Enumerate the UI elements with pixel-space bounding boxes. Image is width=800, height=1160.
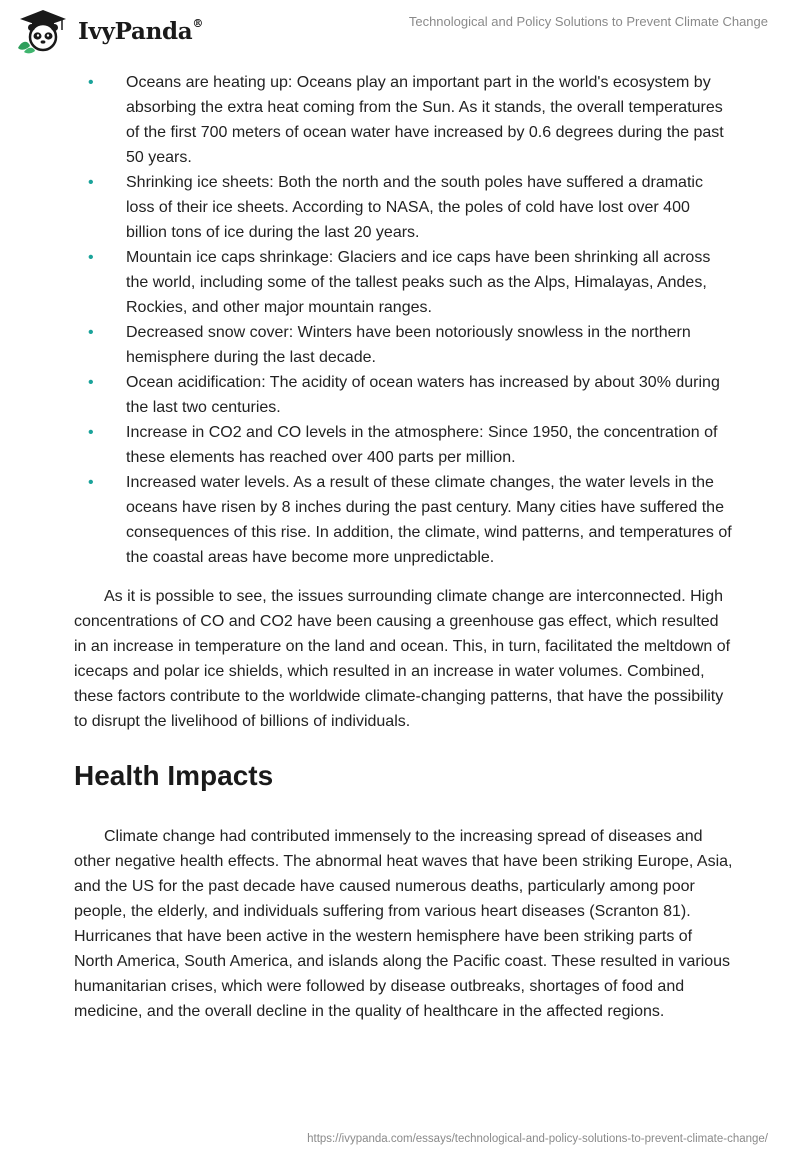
bullet-dot-icon: • [88, 374, 94, 391]
list-item: • Ocean acidification: The acidity of ocean waters has increased by about 30% during the last two centuries. [74, 370, 734, 420]
list-item: • Increase in CO2 and CO levels in the atmosphere: Since 1950, the concentration of these elements has reached over 400 parts per million. [74, 420, 734, 470]
article-body [74, 70, 734, 1024]
brand-logo[interactable] [14, 8, 203, 54]
brand-name: IvyPanda® [78, 16, 204, 45]
bullet-dot-icon: • [88, 249, 94, 266]
page-header [0, 0, 800, 64]
list-item: • Increased water levels. As a result of these climate changes, the water levels in the oceans have risen by 8 inches during the past century. Many cities have suffered the consequences of this rise. In addition, the climate, wind patterns, and temperatures of the coastal areas have become more unpredictable. [74, 470, 734, 570]
list-item: • Decreased snow cover: Winters have been notoriously snowless in the northern hemisphere during the last decade. [74, 320, 734, 370]
bullet-dot-icon: • [88, 174, 94, 191]
bullet-dot-icon: • [88, 474, 94, 491]
list-item: • Oceans are heating up: Oceans play an important part in the world's ecosystem by absorbing the extra heat coming from the Sun. As it stands, the overall temperatures of the first 700 meters of ocean water have increased by 0.6 degrees during the past 50 years. [74, 70, 734, 170]
bullet-dot-icon: • [88, 324, 94, 341]
document-title: Technological and Policy Solutions to Prevent Climate Change [408, 14, 768, 29]
section-heading: Health Impacts [74, 760, 274, 791]
list-item: • Shrinking ice sheets: Both the north and the south poles have suffered a dramatic loss of their ice sheets. According to NASA, the poles of cold have lost over 400 billion tons of ice during the last 20 years. [74, 170, 734, 245]
bullet-dot-icon: • [88, 424, 94, 441]
source-url[interactable]: https://ivypanda.com/essays/technological-and-policy-solutions-to-prevent-climate-change/ [307, 1133, 768, 1145]
panda-graduate-icon [14, 8, 72, 54]
interconnection-paragraph: As it is possible to see, the issues surrounding climate change are interconnected. High concentrations of CO and CO2 have been causing a greenhouse gas effect, which resulted in an increase in temperature on the land and ocean. This, in turn, facilitated the meltdown of icecaps and polar ice shields, which resulted in an increase in water volumes. Combined, these factors contribute to the worldwide climate-changing patterns, that have the possibility to disrupt the livelihood of billions of individuals. [74, 588, 731, 730]
climate-facts-list [74, 70, 734, 570]
bullet-dot-icon: • [88, 74, 94, 91]
health-impacts-paragraph: Climate change had contributed immensely to the increasing spread of diseases and other negative health effects. The abnormal heat waves that have been striking Europe, Asia, and the US for the past decade have caused numerous deaths, particularly among poor people, the elderly, and individuals suffering from various heart diseases (Scranton 81). Hurricanes that have been active in the western hemisphere have been striking parts of North America, South America, and islands along the Pacific coast. These resulted in various humanitarian crises, which were followed by disease outbreaks, shortages of food and medicine, and the overall decline in the quality of healthcare in the affected regions. [74, 828, 733, 1020]
list-item: • Mountain ice caps shrinkage: Glaciers and ice caps have been shrinking all across the world, including some of the tallest peaks such as the Alps, Himalayas, Andes, Rockies, and other major mountain ranges. [74, 245, 734, 320]
